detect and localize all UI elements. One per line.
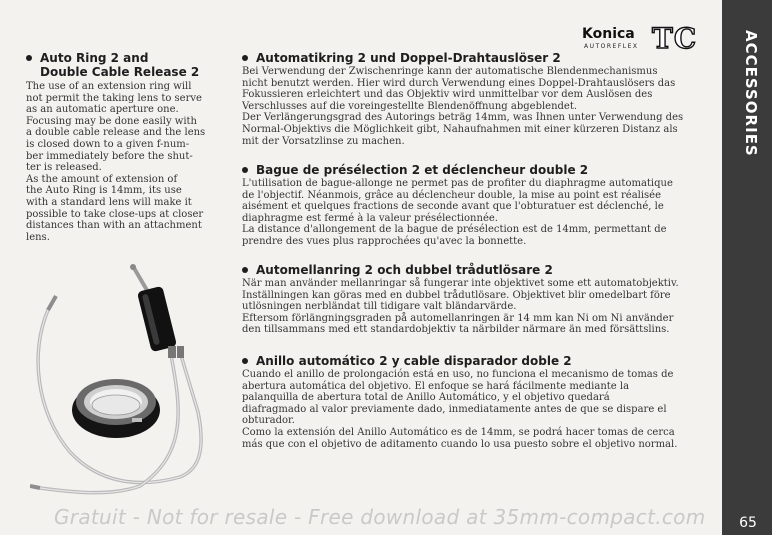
bullet-icon xyxy=(242,267,248,273)
text-line: not permit the taking lens to serve xyxy=(26,92,202,104)
heading-english-line-2: Double Cable Release 2 xyxy=(40,65,200,79)
section-german xyxy=(242,51,700,147)
bullet-icon xyxy=(26,55,32,61)
text-line: a double cable release and the lens xyxy=(26,127,206,139)
text-line: Verschlusses auf die voreingestellte Blendenöffnung abgeblendet. xyxy=(242,100,578,112)
bullet-icon xyxy=(242,358,248,364)
section-french xyxy=(242,163,700,248)
text-line: ber immediately before the shut- xyxy=(26,150,193,162)
logo-brand: Konica xyxy=(582,26,635,42)
text-line: obturador. xyxy=(242,415,295,427)
text-line: abertura automática del objetivo. El enfoque se hará fácilmente mediante la xyxy=(242,380,630,392)
text-line: with a standard lens will make it xyxy=(26,196,192,208)
text-line: más que con el objetivo de aditamento cuando lo usa puesto sobre el objetivo normal. xyxy=(242,438,678,450)
heading-french xyxy=(242,163,700,177)
text-line: possible to take close-ups at closer xyxy=(26,208,204,220)
section-swedish xyxy=(242,263,700,336)
text-line: de l'objectif. Néanmois, grâce au déclencheur double, la mise au point est réalisée xyxy=(242,189,662,201)
text-line: mit der Vorsatzlinse zu machen. xyxy=(242,135,405,147)
bullet-icon xyxy=(242,55,248,61)
body-spanish xyxy=(242,369,700,450)
heading-spanish-text: Anillo automático 2 y cable disparador doble 2 xyxy=(256,354,572,368)
text-line: as an automatic aperture one. xyxy=(26,104,179,116)
text-line: Como la extensión del Anillo Automático es de 14mm, se podrá hacer tomas de cerca xyxy=(242,426,675,438)
text-line: Eftersom förlängningsgraden på automellanringen är 14 mm kan Ni om Ni använder xyxy=(242,312,674,324)
text-line: La distance d'allongement de la bague de présélection est de 14mm, permettant de xyxy=(242,224,667,236)
bullet-icon xyxy=(242,167,248,173)
text-line: Normal-Objektivs die Möglichkeit gibt, Nahaufnahmen mit einer kürzeren Distanz als xyxy=(242,123,678,135)
text-line: Inställningen kan göras med en dubbel trådutlösare. Objektivet blir omedelbart före xyxy=(242,289,671,301)
body-german xyxy=(242,66,700,147)
cable-release-icon xyxy=(30,264,201,493)
text-line: L'utilisation de bague-allonge ne permet pas de profiter du diaphragme automatique xyxy=(242,178,673,189)
heading-spanish xyxy=(242,354,700,368)
text-line: diaphragme est fermé à la valeur présélectionnée. xyxy=(242,212,498,224)
sidebar-title: ACCESSORIES xyxy=(742,30,760,157)
logo-model: TC xyxy=(652,22,698,55)
konica-tc-logo xyxy=(582,24,704,54)
watermark: Gratuit - Not for resale - Free download at 35mm-compact.com xyxy=(54,505,706,529)
text-line: As the amount of extension of xyxy=(26,173,178,185)
text-line: Cuando el anillo de prolongación está en uso, no funciona el mecanismo de tomas de xyxy=(242,369,674,380)
body-french xyxy=(242,178,700,248)
text-line: Focusing may be done easily with xyxy=(26,115,197,127)
heading-german-text: Automatikring 2 und Doppel-Drahtauslöser 2 xyxy=(256,51,561,65)
auto-ring-cable-release-photo xyxy=(30,262,230,502)
text-line: Fokussieren erleichtert und das Objektiv wird unmittelbar vor dem Auslösen des xyxy=(242,89,653,101)
text-line: palanquilla de abertura total de Anillo Automático, y el objetivo quedará xyxy=(242,392,610,404)
heading-french-text: Bague de présélection 2 et déclencheur double 2 xyxy=(256,163,589,177)
text-line: is closed down to a given f-num- xyxy=(26,138,190,150)
page-number: 65 xyxy=(739,515,757,531)
text-line: The use of an extension ring will xyxy=(26,81,192,92)
body-english xyxy=(26,81,210,243)
text-line: lens. xyxy=(26,231,50,243)
text-line: the Auto Ring is 14mm, its use xyxy=(26,185,182,197)
text-line: den tillsammans med ett standardobjektiv ta närbilder närmare än med försättslins. xyxy=(242,324,670,336)
section-spanish xyxy=(242,354,700,450)
heading-german xyxy=(242,51,700,65)
auto-ring-icon xyxy=(72,379,160,438)
text-line: Bei Verwendung der Zwischenringe kann der automatische Blendenmechanismus xyxy=(242,66,658,77)
body-swedish xyxy=(242,278,700,336)
logo-subline: AUTOREFLEX xyxy=(584,43,639,50)
text-line: När man använder mellanringar så fungerar inte objektivet some ett automatobjektiv. xyxy=(242,278,679,289)
heading-english xyxy=(26,51,210,79)
text-line: prendre des vues plus rapprochées qu'avec la bonnette. xyxy=(242,235,527,247)
text-line: ter is released. xyxy=(26,162,102,174)
text-line: diafragmado al valor previamente dado, inmediatamente antes de que se dispare el xyxy=(242,403,667,415)
heading-english-line-1: Auto Ring 2 and xyxy=(40,51,149,65)
heading-swedish xyxy=(242,263,700,277)
text-line: utlösningen nerbländat till tidigare valt bländarvärde. xyxy=(242,301,517,313)
text-line: aisément et quelques fractions de seconde avant que l'obturatuer est déclenché, le xyxy=(242,201,664,213)
text-line: nicht benutzt werden. Hier wird durch Verwendung eines Doppel-Drahtauslösers das xyxy=(242,77,676,89)
section-english xyxy=(26,51,210,243)
text-line: Der Verlängerungsgrad des Autorings beträg 14mm, was Ihnen unter Verwendung des xyxy=(242,112,684,124)
text-line: distances than with an attachment xyxy=(26,220,202,232)
heading-swedish-text: Automellanring 2 och dubbel trådutlösare 2 xyxy=(256,263,553,277)
